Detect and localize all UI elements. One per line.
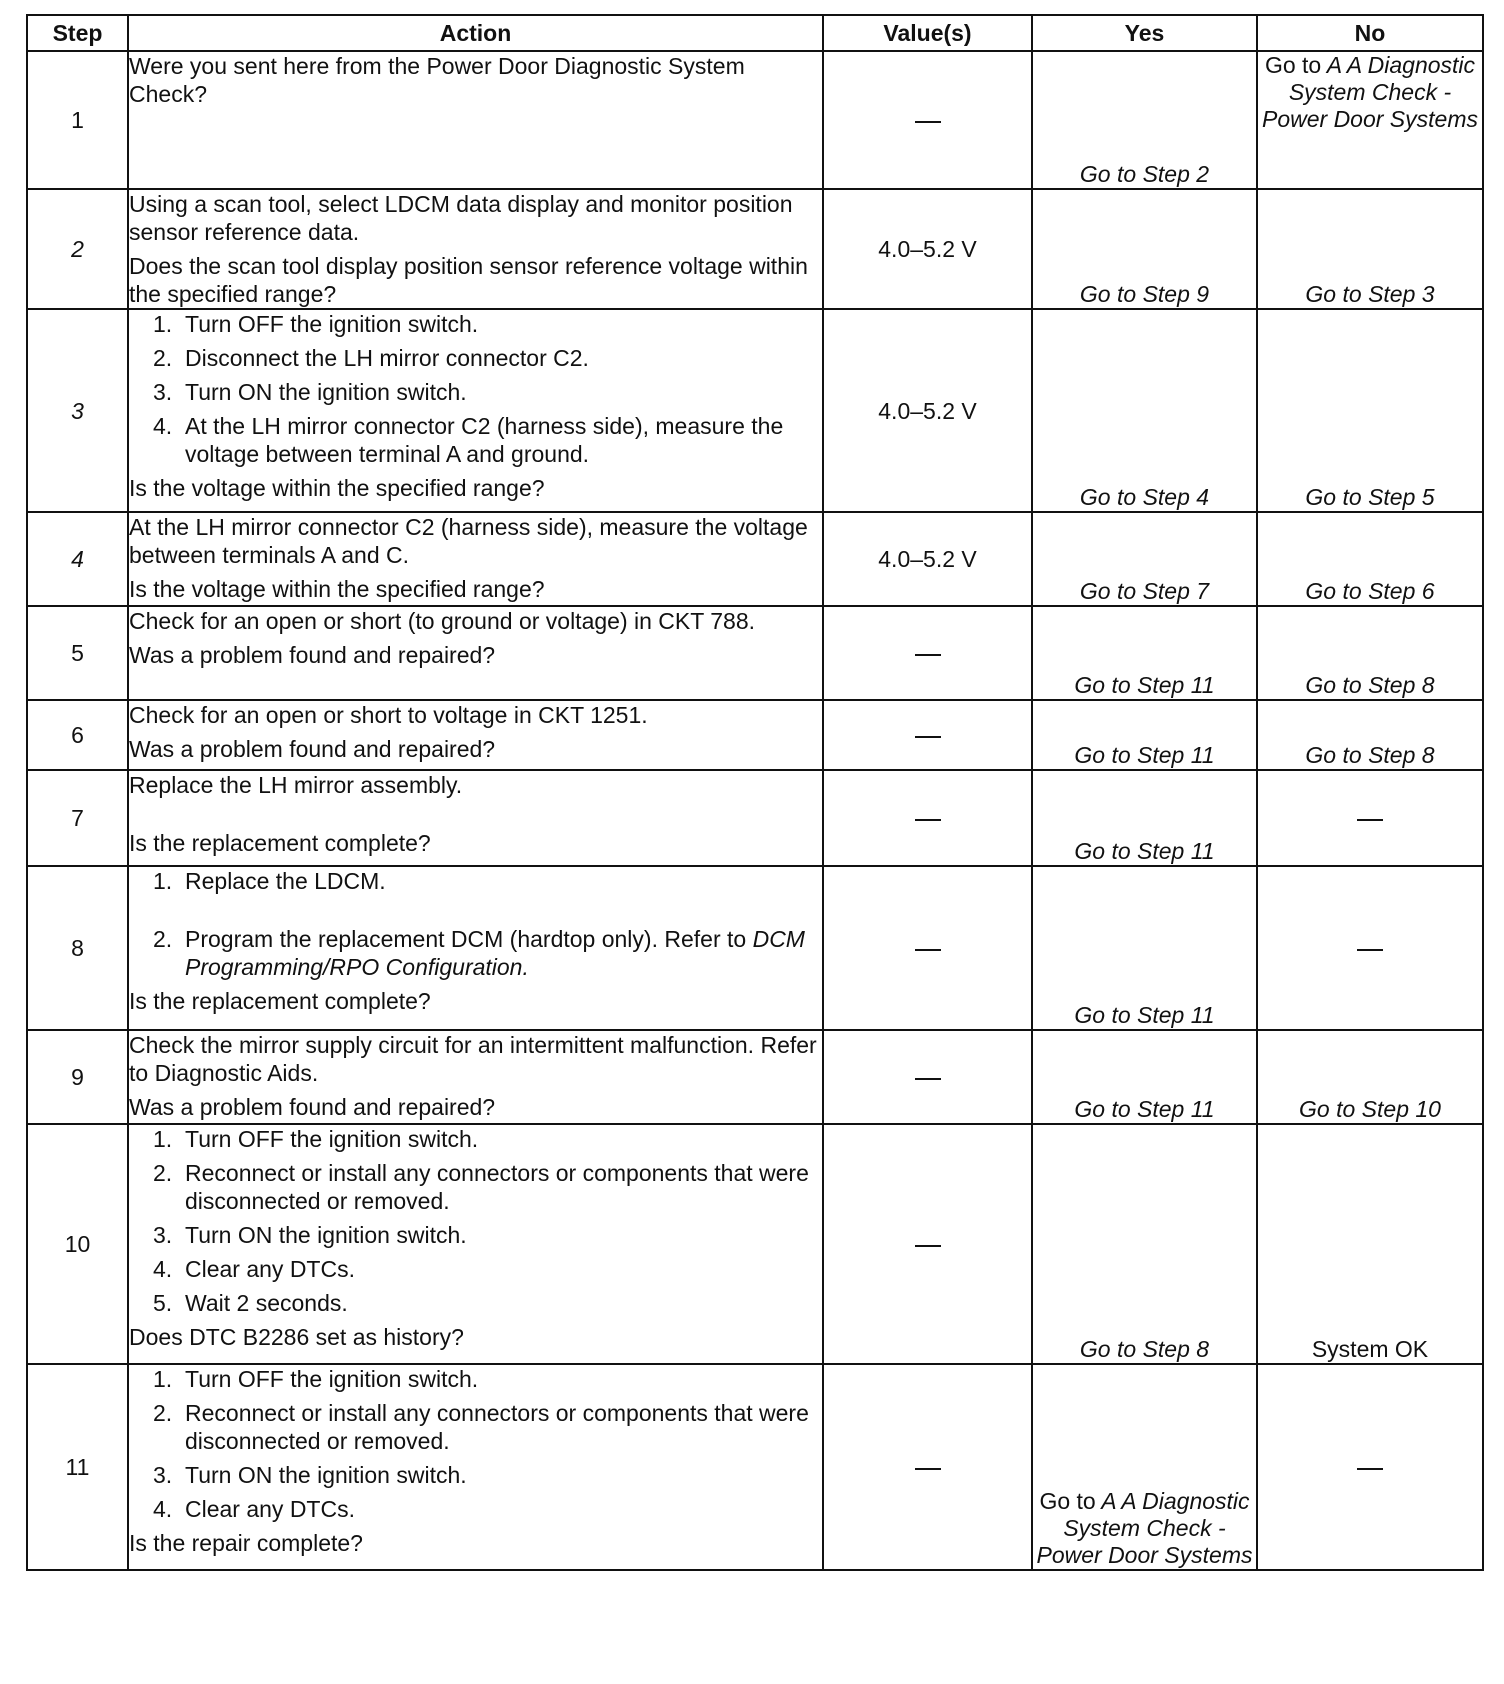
list-number: 3. xyxy=(153,1222,173,1248)
dash-icon xyxy=(1357,949,1383,951)
action-question: Is the replacement complete? xyxy=(129,988,431,1014)
list-number: 1. xyxy=(153,311,173,337)
value-cell xyxy=(823,1364,1032,1570)
value-cell xyxy=(823,700,1032,770)
list-text: Reconnect or install any connectors or components that were disconnected or removed. xyxy=(185,1160,809,1214)
list-item xyxy=(129,1125,822,1153)
table-row xyxy=(27,51,1483,189)
list-text: Program the replacement DCM (hardtop only). Refer to xyxy=(185,926,747,952)
yes-cell xyxy=(1032,1124,1257,1364)
yes-cell xyxy=(1032,189,1257,309)
table-row xyxy=(27,1030,1483,1124)
list-text: Clear any DTCs. xyxy=(185,1496,355,1522)
action-cell xyxy=(128,189,823,309)
value-cell xyxy=(823,1124,1032,1364)
dash-icon xyxy=(915,1245,941,1247)
list-item xyxy=(129,412,822,468)
step-number: 8 xyxy=(27,866,128,1030)
no-cell xyxy=(1257,512,1483,606)
yes-link[interactable] xyxy=(1033,1488,1256,1569)
yes-cell xyxy=(1032,700,1257,770)
list-text: Turn OFF the ignition switch. xyxy=(185,1366,479,1392)
no-cell xyxy=(1257,606,1483,700)
list-number: 2. xyxy=(153,345,173,371)
action-cell xyxy=(128,51,823,189)
step-number: 5 xyxy=(27,606,128,700)
yes-link[interactable]: Go to Step 8 xyxy=(1079,1336,1210,1362)
step-number: 9 xyxy=(27,1030,128,1124)
no-link[interactable] xyxy=(1258,52,1482,133)
step-number: 7 xyxy=(27,770,128,866)
step-number: 3 xyxy=(27,309,128,512)
no-cell xyxy=(1257,700,1483,770)
action-cell xyxy=(128,512,823,606)
yes-cell xyxy=(1032,51,1257,189)
yes-cell xyxy=(1032,1030,1257,1124)
action-cell xyxy=(128,1124,823,1364)
reference-link[interactable]: DCM Programming/RPO Configuration. xyxy=(185,926,805,980)
table-row xyxy=(27,309,1483,512)
yes-cell xyxy=(1032,770,1257,866)
header-action: Action xyxy=(128,15,823,51)
list-item xyxy=(129,1365,822,1393)
list-number: 2. xyxy=(153,926,173,952)
step-number: 2 xyxy=(27,189,128,309)
action-text: At the LH mirror connector C2 (harness side), measure the voltage between terminals A and C. xyxy=(129,514,808,568)
procedure-list xyxy=(129,310,822,468)
value-cell: 4.0–5.2 V xyxy=(823,309,1032,512)
action-question: Is the replacement complete? xyxy=(129,830,431,856)
yes-link[interactable]: Go to Step 7 xyxy=(1079,578,1210,604)
list-item xyxy=(129,867,822,895)
list-number: 4. xyxy=(153,413,173,439)
value-cell xyxy=(823,1030,1032,1124)
step-number: 1 xyxy=(27,51,128,189)
yes-ref-text: A A Diagnostic System Check - Power Door Systems xyxy=(1036,1488,1253,1568)
yes-link[interactable]: Go to Step 9 xyxy=(1079,281,1210,307)
table-row xyxy=(27,770,1483,866)
list-text: Turn OFF the ignition switch. xyxy=(185,1126,479,1152)
list-text: Turn ON the ignition switch. xyxy=(185,379,467,405)
no-ref-text: A A Diagnostic System Check - Power Door Systems xyxy=(1261,52,1478,132)
list-text: Clear any DTCs. xyxy=(185,1256,355,1282)
action-text: Replace the LH mirror assembly. xyxy=(129,772,463,798)
action-cell xyxy=(128,770,823,866)
list-number: 5. xyxy=(153,1290,173,1316)
yes-cell xyxy=(1032,512,1257,606)
list-item xyxy=(129,1289,822,1317)
table-row xyxy=(27,1364,1483,1570)
list-number: 1. xyxy=(153,868,173,894)
no-link[interactable]: Go to Step 8 xyxy=(1305,672,1435,698)
dash-icon xyxy=(1357,1468,1383,1470)
list-text: Turn OFF the ignition switch. xyxy=(185,311,479,337)
yes-link[interactable]: Go to Step 11 xyxy=(1074,742,1215,768)
no-result: System OK xyxy=(1311,1336,1429,1362)
no-cell xyxy=(1257,189,1483,309)
list-text: Wait 2 seconds. xyxy=(185,1290,348,1316)
action-question: Does the scan tool display position sensor reference voltage within the specified range? xyxy=(129,253,808,307)
action-cell xyxy=(128,309,823,512)
action-cell xyxy=(128,866,823,1030)
yes-link[interactable]: Go to Step 11 xyxy=(1074,1096,1215,1122)
list-number: 2. xyxy=(153,1400,173,1426)
list-number: 1. xyxy=(153,1366,173,1392)
dash-icon xyxy=(1357,819,1383,821)
table-row xyxy=(27,1124,1483,1364)
header-row xyxy=(27,15,1483,51)
action-question: Does DTC B2286 set as history? xyxy=(129,1324,464,1350)
table-row xyxy=(27,189,1483,309)
action-cell xyxy=(128,1364,823,1570)
list-item xyxy=(129,378,822,406)
dash-icon xyxy=(915,1078,941,1080)
action-text: Check for an open or short (to ground or voltage) in CKT 788. xyxy=(129,608,756,634)
list-item xyxy=(129,1221,822,1249)
list-item xyxy=(129,1255,822,1283)
value-cell xyxy=(823,770,1032,866)
list-item xyxy=(129,1495,822,1523)
yes-link[interactable]: Go to Step 4 xyxy=(1079,484,1210,510)
list-item xyxy=(129,925,822,981)
diagnostic-table xyxy=(26,14,1484,1571)
yes-go-text: Go to xyxy=(1039,1488,1096,1514)
list-item xyxy=(129,1159,822,1215)
action-question: Is the repair complete? xyxy=(129,1530,363,1556)
step-number: 6 xyxy=(27,700,128,770)
no-cell xyxy=(1257,1030,1483,1124)
no-go-text: Go to xyxy=(1264,52,1322,78)
dash-icon xyxy=(915,654,941,656)
step-number: 11 xyxy=(27,1364,128,1570)
dash-icon xyxy=(915,121,941,123)
no-link[interactable]: Go to Step 8 xyxy=(1305,742,1435,768)
value-cell: 4.0–5.2 V xyxy=(823,512,1032,606)
yes-cell xyxy=(1032,309,1257,512)
table-row xyxy=(27,866,1483,1030)
action-text: Check the mirror supply circuit for an intermittent malfunction. Refer to Diagnostic Aids. xyxy=(129,1032,817,1086)
procedure-list xyxy=(129,1125,822,1317)
no-cell xyxy=(1257,51,1483,189)
list-text: Disconnect the LH mirror connector C2. xyxy=(185,345,589,371)
list-number: 3. xyxy=(153,1462,173,1488)
list-number: 4. xyxy=(153,1496,173,1522)
action-cell xyxy=(128,606,823,700)
yes-link[interactable]: Go to Step 11 xyxy=(1074,838,1215,864)
list-text: Reconnect or install any connectors or components that were disconnected or removed. xyxy=(185,1400,809,1454)
action-text: Using a scan tool, select LDCM data display and monitor position sensor reference data. xyxy=(129,191,793,245)
yes-cell xyxy=(1032,606,1257,700)
action-question: Was a problem found and repaired? xyxy=(129,1094,496,1120)
value-cell xyxy=(823,866,1032,1030)
no-link[interactable]: Go to Step 5 xyxy=(1305,484,1435,510)
list-text: At the LH mirror connector C2 (harness side), measure the voltage between terminal A and ground. xyxy=(185,413,784,467)
action-question: Is the voltage within the specified range? xyxy=(129,475,545,501)
no-link[interactable]: Go to Step 3 xyxy=(1305,281,1435,307)
value-cell xyxy=(823,51,1032,189)
no-cell xyxy=(1257,309,1483,512)
step-number: 10 xyxy=(27,1124,128,1364)
action-text: Check for an open or short to voltage in CKT 1251. xyxy=(129,702,648,728)
list-text: Turn ON the ignition switch. xyxy=(185,1462,467,1488)
no-link[interactable]: Go to Step 6 xyxy=(1305,578,1435,604)
list-text: Replace the LDCM. xyxy=(185,868,386,894)
header-yes: Yes xyxy=(1032,15,1257,51)
action-cell xyxy=(128,700,823,770)
header-step: Step xyxy=(27,15,128,51)
yes-link[interactable]: Go to Step 2 xyxy=(1079,161,1210,187)
no-cell xyxy=(1257,1364,1483,1570)
list-number: 3. xyxy=(153,379,173,405)
value-cell xyxy=(823,606,1032,700)
action-question: Was a problem found and repaired? xyxy=(129,736,496,762)
action-question: Was a problem found and repaired? xyxy=(129,642,496,668)
yes-link[interactable]: Go to Step 11 xyxy=(1074,1002,1215,1028)
dash-icon xyxy=(915,949,941,951)
list-item xyxy=(129,344,822,372)
table-row xyxy=(27,700,1483,770)
no-cell xyxy=(1257,1124,1483,1364)
list-item xyxy=(129,1399,822,1455)
list-item xyxy=(129,310,822,338)
value-cell: 4.0–5.2 V xyxy=(823,189,1032,309)
yes-link[interactable]: Go to Step 11 xyxy=(1074,672,1215,698)
no-cell xyxy=(1257,770,1483,866)
header-value: Value(s) xyxy=(823,15,1032,51)
list-item xyxy=(129,1461,822,1489)
dash-icon xyxy=(915,819,941,821)
no-link[interactable]: Go to Step 10 xyxy=(1299,1096,1441,1122)
dash-icon xyxy=(915,1468,941,1470)
no-cell xyxy=(1257,866,1483,1030)
list-number: 2. xyxy=(153,1160,173,1186)
yes-cell xyxy=(1032,866,1257,1030)
procedure-list xyxy=(129,1365,822,1523)
header-no: No xyxy=(1257,15,1483,51)
table-row xyxy=(27,512,1483,606)
action-text: Were you sent here from the Power Door Diagnostic System Check? xyxy=(129,53,745,107)
list-text: Turn ON the ignition switch. xyxy=(185,1222,467,1248)
action-cell xyxy=(128,1030,823,1124)
dash-icon xyxy=(915,736,941,738)
action-question: Is the voltage within the specified range? xyxy=(129,576,545,602)
list-number: 4. xyxy=(153,1256,173,1282)
table-row xyxy=(27,606,1483,700)
yes-cell xyxy=(1032,1364,1257,1570)
procedure-list xyxy=(129,867,822,981)
list-number: 1. xyxy=(153,1126,173,1152)
step-number: 4 xyxy=(27,512,128,606)
